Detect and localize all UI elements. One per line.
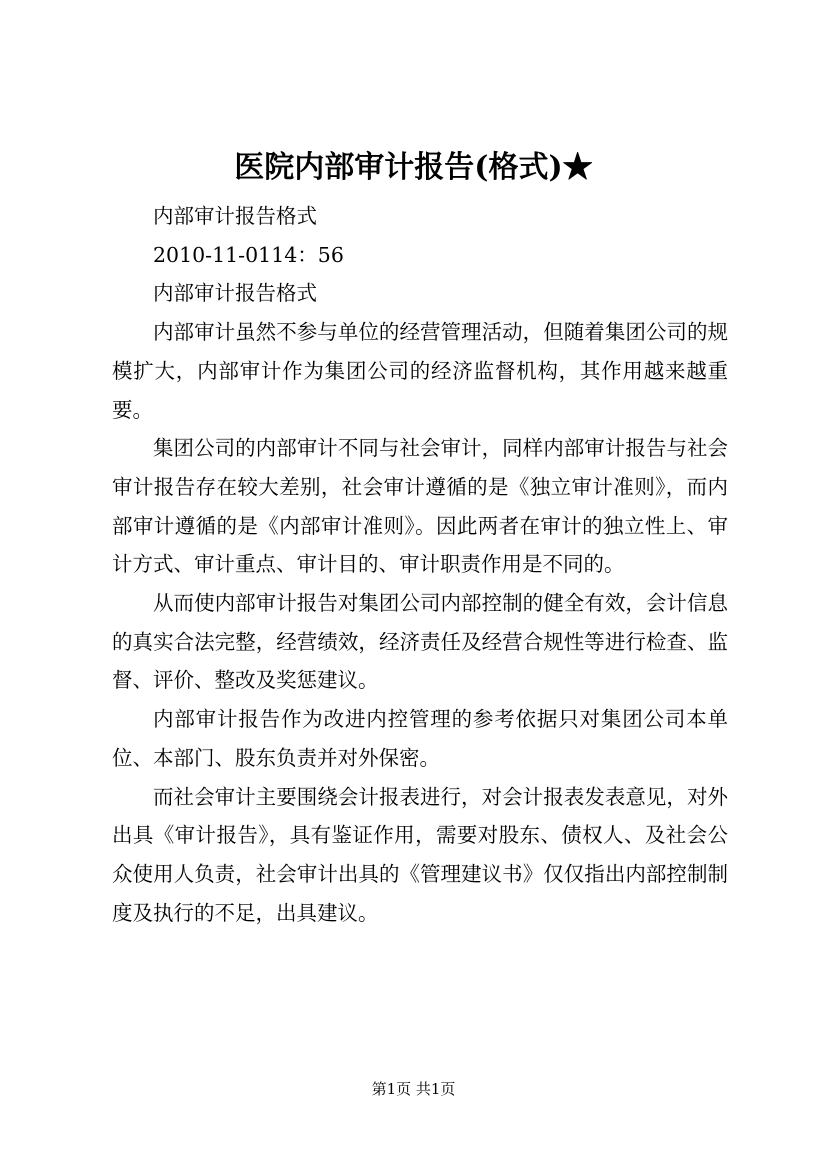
paragraph-timestamp: 2010-11-0114：56	[153, 242, 344, 267]
paragraph-heading: 内部审计报告格式	[153, 281, 317, 306]
page-title: 医院内部审计报告(格式)★	[234, 150, 593, 185]
paragraph-4: 内部审计报告作为改进内控管理的参考依据只对集团公司本单位、本部门、股东负责并对外保密。	[112, 707, 728, 770]
document-body	[112, 197, 728, 932]
paragraph-2: 集团公司的内部审计不同与社会审计，同样内部审计报告与社会审计报告存在较大差别，社会审计遵循的是《独立审计准则》，而内部审计遵循的是《内部审计准则》。因此两者在审计的独立性上、审计方式、审计重点、审计目的、审计职责作用是不同的。	[112, 436, 728, 577]
paragraph-1: 内部审计虽然不参与单位的经营管理活动，但随着集团公司的规模扩大，内部审计作为集团公司的经济监督机构，其作用越来越重要。	[112, 320, 728, 422]
paragraph-3: 从而使内部审计报告对集团公司内部控制的健全有效，会计信息的真实合法完整，经营绩效，经济责任及经营合规性等进行检查、监督、评价、整改及奖惩建议。	[112, 591, 728, 693]
paragraph-subtitle: 内部审计报告格式	[153, 204, 317, 228]
page-footer: 第1页 共1页	[371, 1080, 456, 1098]
paragraph-5: 而社会审计主要围绕会计报表进行，对会计报表发表意见，对外出具《审计报告》，具有鉴证作用，需要对股东、债权人、及社会公众使用人负责，社会审计出具的《管理建议书》仅仅指出内部控制制度及执行的不足，出具建议。	[112, 784, 728, 925]
